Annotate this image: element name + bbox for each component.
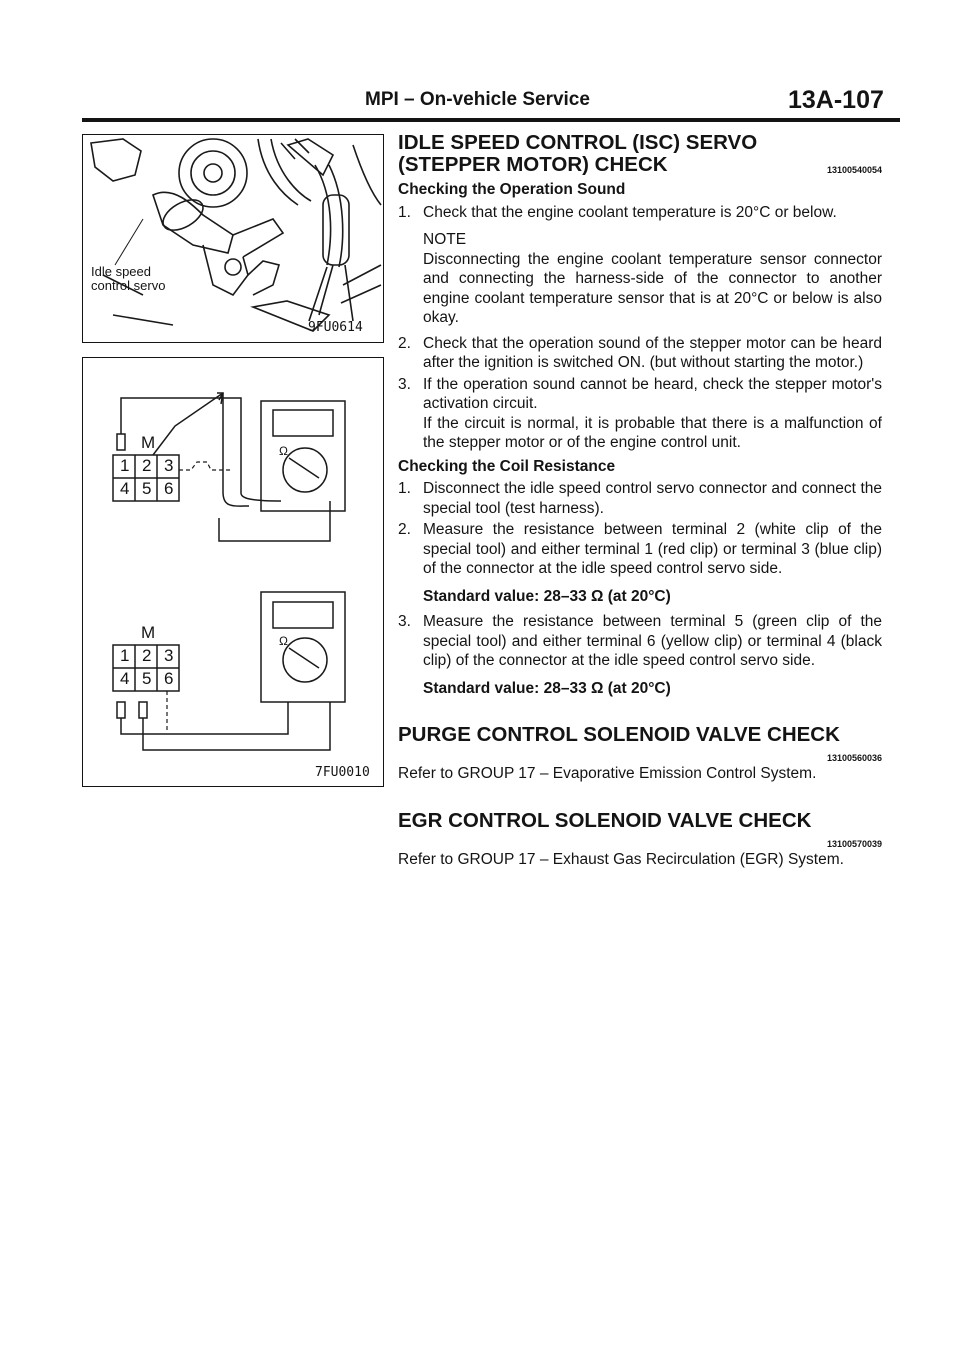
section-title: IDLE SPEED CONTROL (ISC) SERVO xyxy=(398,131,758,154)
figure-code: 7FU0010 xyxy=(315,765,370,780)
section-title: (STEPPER MOTOR) CHECK xyxy=(398,153,668,176)
standard-value: Standard value: 28–33 Ω (at 20°C) xyxy=(423,587,671,605)
wiring-diagram xyxy=(83,358,383,786)
egr-valve-section xyxy=(398,810,882,870)
step-list xyxy=(398,479,882,698)
meter-unit-top: Ω xyxy=(279,444,288,458)
list-item: 2. Check that the operation sound of the stepper motor can be heard after the ignition is switched ON. (but without starting the motor.) xyxy=(398,334,882,371)
list-item: 3. Measure the resistance between terminal 5 (green clip of the special tool) and either terminal 6 (yellow clip) or terminal 4 (black clip) of the connector at the idle speed control servo side. Standard value: 28–33 Ω (at 20°C) xyxy=(398,613,882,697)
header-rule xyxy=(82,118,900,122)
text-column xyxy=(398,132,882,869)
list-item: 1. Check that the engine coolant temperature is 20°C or below. NOTE Disconnecting the engine coolant temperature sensor connector and connecting the harness-side of the connector to another engine coolant temperature sensor that is at 20°C or below is also okay. xyxy=(398,203,882,326)
step-list xyxy=(398,203,882,453)
meter-display-top xyxy=(273,410,333,436)
engine-illustration xyxy=(83,135,383,342)
section-text: Refer to GROUP 17 – Exhaust Gas Recirculation (EGR) System. xyxy=(398,850,844,868)
section-title: PURGE CONTROL SOLENOID VALVE CHECK xyxy=(398,723,840,746)
isc-servo-section xyxy=(398,132,882,698)
list-item: 1. Disconnect the idle speed control servo connector and connect the special tool (test harness). xyxy=(398,480,882,517)
header-title: MPI – On-vehicle Service xyxy=(365,89,590,110)
connector-top-label: M xyxy=(141,433,156,452)
purge-valve-section xyxy=(398,724,882,784)
figure-code: 9FU0614 xyxy=(308,320,363,335)
meter-display-bottom xyxy=(273,602,333,628)
list-item: 3. If the operation sound cannot be heard, check the stepper motor's activation circuit. If the circuit is normal, it is probable that there is a malfunction of the stepper motor or of the engine control unit. xyxy=(398,375,882,451)
section-code: 13100540054 xyxy=(826,165,882,175)
subheading: Checking the Coil Resistance xyxy=(398,457,616,475)
section-title: EGR CONTROL SOLENOID VALVE CHECK xyxy=(398,808,812,832)
idle-speed-label: Idle speed control servo xyxy=(91,264,166,293)
subheading: Checking the Operation Sound xyxy=(398,181,626,198)
standard-value: Standard value: 28–33 Ω (at 20°C) xyxy=(423,679,671,697)
meter-dial-top xyxy=(283,448,327,492)
figure-coil-resistance-wiring: M 1 2 3 4 5 6 Ω M 1 2 3 4 5 6 Ω 7FU0010 xyxy=(82,357,384,787)
page-number: 13A-107 xyxy=(788,86,884,114)
section-code: 13100570039 xyxy=(826,838,882,849)
section-text: Refer to GROUP 17 – Evaporative Emission Control System. xyxy=(398,765,817,782)
meter-dial-bottom xyxy=(283,638,327,682)
note-text: Disconnecting the engine coolant temperature sensor connector and connecting the harness-side of the connector to another engine coolant temperature sensor that is at 20°C or below is also okay. xyxy=(423,250,882,326)
figure-idle-speed-control-servo xyxy=(82,134,384,343)
note-label: NOTE xyxy=(423,231,467,248)
connector-bottom-label: M xyxy=(141,623,156,642)
section-code: 13100560036 xyxy=(826,753,882,763)
meter-unit-bottom: Ω xyxy=(279,634,288,648)
list-item: 2. Measure the resistance between terminal 2 (white clip of the special tool) and either terminal 1 (red clip) or terminal 3 (blue clip) of the connector at the idle speed control servo side. Standard value: 28–33 Ω (at 20°C) xyxy=(398,521,882,605)
